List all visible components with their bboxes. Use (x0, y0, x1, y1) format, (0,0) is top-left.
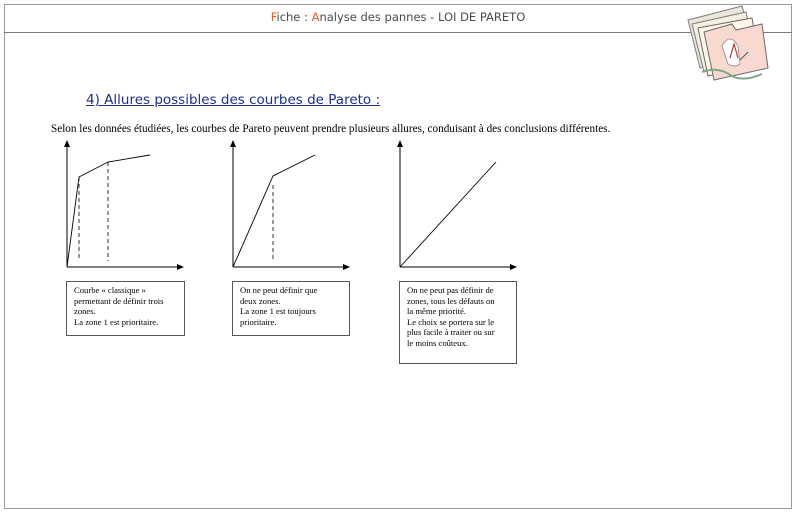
caption-line: On ne peut pas définir de (407, 285, 494, 295)
pareto-curve (400, 162, 496, 267)
header-title-accent-a: A (311, 10, 320, 24)
caption-lineaire (399, 281, 517, 364)
caption-line: zones, tous les défauts on (407, 295, 495, 306)
caption-line: On ne peut définir que (240, 285, 318, 295)
caption-line: Le choix se portera sur le (407, 316, 495, 327)
x-axis-arrow (343, 264, 350, 270)
y-axis-arrow (64, 140, 70, 147)
page-header (4, 4, 792, 33)
pareto-chart-classique (62, 140, 190, 274)
caption-line: Courbe « classique » (74, 285, 146, 295)
x-axis-arrow (177, 264, 184, 270)
folders-illustration (682, 2, 774, 86)
pareto-chart-lineaire (395, 140, 523, 274)
caption-line: la même priorité. (407, 306, 466, 316)
caption-line: deux zones. (240, 295, 281, 306)
caption-classique (66, 281, 185, 336)
y-axis-arrow (397, 140, 403, 147)
caption-line: La zone 1 est prioritaire. (74, 316, 159, 327)
caption-line: le moins coûteux. (407, 337, 468, 348)
caption-deux-zones (232, 281, 350, 336)
y-axis-arrow (230, 140, 236, 147)
caption-line: permettant de définir trois (74, 295, 164, 306)
caption-line: La zone 1 est toujours (240, 306, 316, 316)
caption-line: plus facile à traiter ou sur (407, 327, 495, 337)
pareto-curve (67, 155, 150, 267)
header-title-part-2: nalyse des pannes - LOI DE PARETO (319, 10, 526, 24)
section-title: 4) Allures possibles des courbes de Pareto : (86, 92, 381, 108)
caption-line: zones. (74, 306, 96, 316)
pareto-chart-deux-zones (228, 140, 356, 274)
caption-line: prioritaire. (240, 316, 277, 327)
x-axis-arrow (510, 264, 517, 270)
folders-icon (682, 2, 774, 82)
pareto-curve (233, 155, 315, 267)
header-title-accent-f: F (270, 10, 277, 24)
header-title-part-1: iche : (276, 10, 312, 24)
intro-text: Selon les données étudiées, les courbes de Pareto peuvent prendre plusieurs allures, conduisant à des conclusions différentes. (51, 123, 611, 135)
